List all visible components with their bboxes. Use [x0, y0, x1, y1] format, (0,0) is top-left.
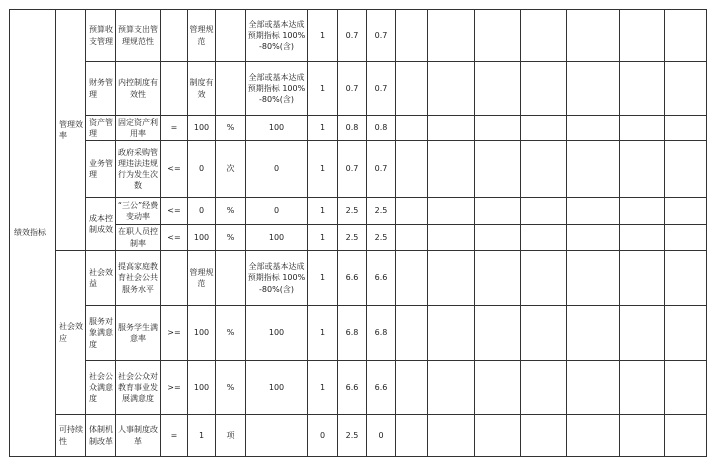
empty-cell	[521, 116, 567, 141]
unit: 项	[216, 415, 246, 457]
empty-cell	[475, 116, 521, 141]
table-row	[10, 62, 707, 116]
weight: 1	[308, 361, 338, 415]
target-value: 1	[188, 415, 216, 457]
empty-cell	[396, 306, 428, 361]
empty-cell	[567, 415, 620, 457]
empty-cell	[396, 225, 428, 251]
target-value: 制度有效	[188, 62, 216, 116]
level3-indicator: 预算收支管理	[86, 10, 116, 62]
table-row	[10, 198, 707, 225]
empty-cell	[428, 415, 475, 457]
empty-cell	[428, 116, 475, 141]
weight: 1	[308, 198, 338, 225]
empty-cell	[620, 225, 665, 251]
empty-cell	[665, 415, 707, 457]
empty-cell	[396, 141, 428, 198]
indicator-name: 预算支出管理规范性	[116, 10, 161, 62]
operator: =	[161, 116, 188, 141]
weight: 1	[308, 251, 338, 306]
indicator-name: 提高家庭教育社会公共服务水平	[116, 251, 161, 306]
empty-cell	[665, 361, 707, 415]
empty-cell	[396, 10, 428, 62]
actual-score: 6.6	[367, 361, 396, 415]
empty-cell	[521, 10, 567, 62]
unit: %	[216, 116, 246, 141]
level3-indicator: 社会效益	[86, 251, 116, 306]
unit: %	[216, 198, 246, 225]
empty-cell	[620, 141, 665, 198]
indicator-name: “三公”经费变动率	[116, 198, 161, 225]
performance-indicator-table	[9, 9, 707, 457]
unit	[216, 251, 246, 306]
empty-cell	[396, 116, 428, 141]
score: 6.6	[338, 361, 367, 415]
unit: 次	[216, 141, 246, 198]
actual-score: 0	[367, 415, 396, 457]
table-row	[10, 251, 707, 306]
table-row	[10, 141, 707, 198]
target-value: 100	[188, 361, 216, 415]
scoring-criterion: 100	[246, 306, 308, 361]
empty-cell	[475, 198, 521, 225]
scoring-criterion: 0	[246, 141, 308, 198]
empty-cell	[428, 62, 475, 116]
empty-cell	[521, 62, 567, 116]
empty-cell	[620, 361, 665, 415]
target-value: 0	[188, 198, 216, 225]
unit	[216, 10, 246, 62]
operator: <=	[161, 225, 188, 251]
score: 2.5	[338, 415, 367, 457]
level3-indicator: 业务管理	[86, 141, 116, 198]
scoring-criterion: 100	[246, 116, 308, 141]
empty-cell	[567, 198, 620, 225]
score: 0.7	[338, 62, 367, 116]
target-value: 100	[188, 225, 216, 251]
empty-cell	[567, 10, 620, 62]
empty-cell	[665, 198, 707, 225]
level3-indicator: 服务对象满意度	[86, 306, 116, 361]
table-row	[10, 10, 707, 62]
empty-cell	[567, 361, 620, 415]
empty-cell	[521, 415, 567, 457]
empty-cell	[620, 116, 665, 141]
empty-cell	[620, 415, 665, 457]
weight: 1	[308, 306, 338, 361]
table-row	[10, 361, 707, 415]
operator: =	[161, 415, 188, 457]
empty-cell	[428, 10, 475, 62]
empty-cell	[396, 62, 428, 116]
score: 6.6	[338, 251, 367, 306]
empty-cell	[428, 361, 475, 415]
empty-cell	[396, 198, 428, 225]
weight: 1	[308, 10, 338, 62]
empty-cell	[665, 116, 707, 141]
actual-score: 2.5	[367, 225, 396, 251]
empty-cell	[475, 10, 521, 62]
empty-cell	[428, 306, 475, 361]
unit: %	[216, 225, 246, 251]
actual-score: 0.7	[367, 62, 396, 116]
empty-cell	[428, 251, 475, 306]
scoring-criterion: 全部或基本达成预期指标 100%-80%(含)	[246, 251, 308, 306]
empty-cell	[665, 141, 707, 198]
level1-indicator: 绩效指标	[10, 10, 56, 457]
actual-score: 0.7	[367, 141, 396, 198]
empty-cell	[567, 62, 620, 116]
operator: <=	[161, 198, 188, 225]
empty-cell	[475, 306, 521, 361]
empty-cell	[428, 198, 475, 225]
empty-cell	[665, 225, 707, 251]
unit: %	[216, 306, 246, 361]
actual-score: 0.8	[367, 116, 396, 141]
score: 2.5	[338, 198, 367, 225]
empty-cell	[665, 306, 707, 361]
empty-cell	[567, 141, 620, 198]
level2-indicator: 可持续性	[56, 415, 86, 457]
empty-cell	[620, 10, 665, 62]
empty-cell	[521, 225, 567, 251]
empty-cell	[475, 251, 521, 306]
score: 0.7	[338, 141, 367, 198]
empty-cell	[521, 198, 567, 225]
indicator-name: 服务学生满意率	[116, 306, 161, 361]
operator: >=	[161, 361, 188, 415]
scoring-criterion: 全部或基本达成预期指标 100%-80%(含)	[246, 10, 308, 62]
unit	[216, 62, 246, 116]
unit: %	[216, 361, 246, 415]
scoring-criterion	[246, 415, 308, 457]
empty-cell	[665, 251, 707, 306]
empty-cell	[475, 415, 521, 457]
weight: 1	[308, 62, 338, 116]
table-row	[10, 306, 707, 361]
actual-score: 0.7	[367, 10, 396, 62]
score: 2.5	[338, 225, 367, 251]
empty-cell	[475, 141, 521, 198]
level3-indicator: 财务管理	[86, 62, 116, 116]
level3-indicator: 资产管理	[86, 116, 116, 141]
indicator-name: 固定资产利用率	[116, 116, 161, 141]
indicator-name: 人事制度改革	[116, 415, 161, 457]
empty-cell	[620, 306, 665, 361]
weight: 1	[308, 225, 338, 251]
score: 0.7	[338, 10, 367, 62]
empty-cell	[620, 198, 665, 225]
empty-cell	[620, 62, 665, 116]
indicator-name: 在职人员控制率	[116, 225, 161, 251]
weight: 1	[308, 116, 338, 141]
operator: >=	[161, 306, 188, 361]
level2-indicator: 社会效应	[56, 251, 86, 415]
target-value: 管理规范	[188, 10, 216, 62]
level3-indicator: 成本控制成效	[86, 198, 116, 251]
empty-cell	[475, 361, 521, 415]
level3-indicator: 体制机制改革	[86, 415, 116, 457]
target-value: 100	[188, 306, 216, 361]
empty-cell	[620, 251, 665, 306]
operator	[161, 62, 188, 116]
empty-cell	[521, 306, 567, 361]
indicator-name: 社会公众对教育事业发展满意度	[116, 361, 161, 415]
indicator-name: 政府采购管理违法违规行为发生次数	[116, 141, 161, 198]
scoring-criterion: 100	[246, 225, 308, 251]
table-row	[10, 415, 707, 457]
empty-cell	[396, 361, 428, 415]
level3-indicator: 社会公众满意度	[86, 361, 116, 415]
target-value: 0	[188, 141, 216, 198]
scoring-criterion: 全部或基本达成预期指标 100%-80%(含)	[246, 62, 308, 116]
operator	[161, 251, 188, 306]
actual-score: 2.5	[367, 198, 396, 225]
weight: 0	[308, 415, 338, 457]
empty-cell	[567, 306, 620, 361]
actual-score: 6.8	[367, 306, 396, 361]
empty-cell	[521, 251, 567, 306]
empty-cell	[567, 225, 620, 251]
empty-cell	[665, 10, 707, 62]
scoring-criterion: 0	[246, 198, 308, 225]
target-value: 100	[188, 116, 216, 141]
actual-score: 6.6	[367, 251, 396, 306]
score: 0.8	[338, 116, 367, 141]
operator: <=	[161, 141, 188, 198]
empty-cell	[396, 251, 428, 306]
operator	[161, 10, 188, 62]
target-value: 管理规范	[188, 251, 216, 306]
empty-cell	[567, 251, 620, 306]
weight: 1	[308, 141, 338, 198]
table-row	[10, 116, 707, 141]
empty-cell	[521, 361, 567, 415]
empty-cell	[475, 225, 521, 251]
empty-cell	[521, 141, 567, 198]
level2-indicator: 管理效率	[56, 10, 86, 251]
empty-cell	[428, 225, 475, 251]
empty-cell	[396, 415, 428, 457]
empty-cell	[665, 62, 707, 116]
empty-cell	[428, 141, 475, 198]
indicator-name: 内控制度有效性	[116, 62, 161, 116]
scoring-criterion: 100	[246, 361, 308, 415]
empty-cell	[475, 62, 521, 116]
empty-cell	[567, 116, 620, 141]
score: 6.8	[338, 306, 367, 361]
